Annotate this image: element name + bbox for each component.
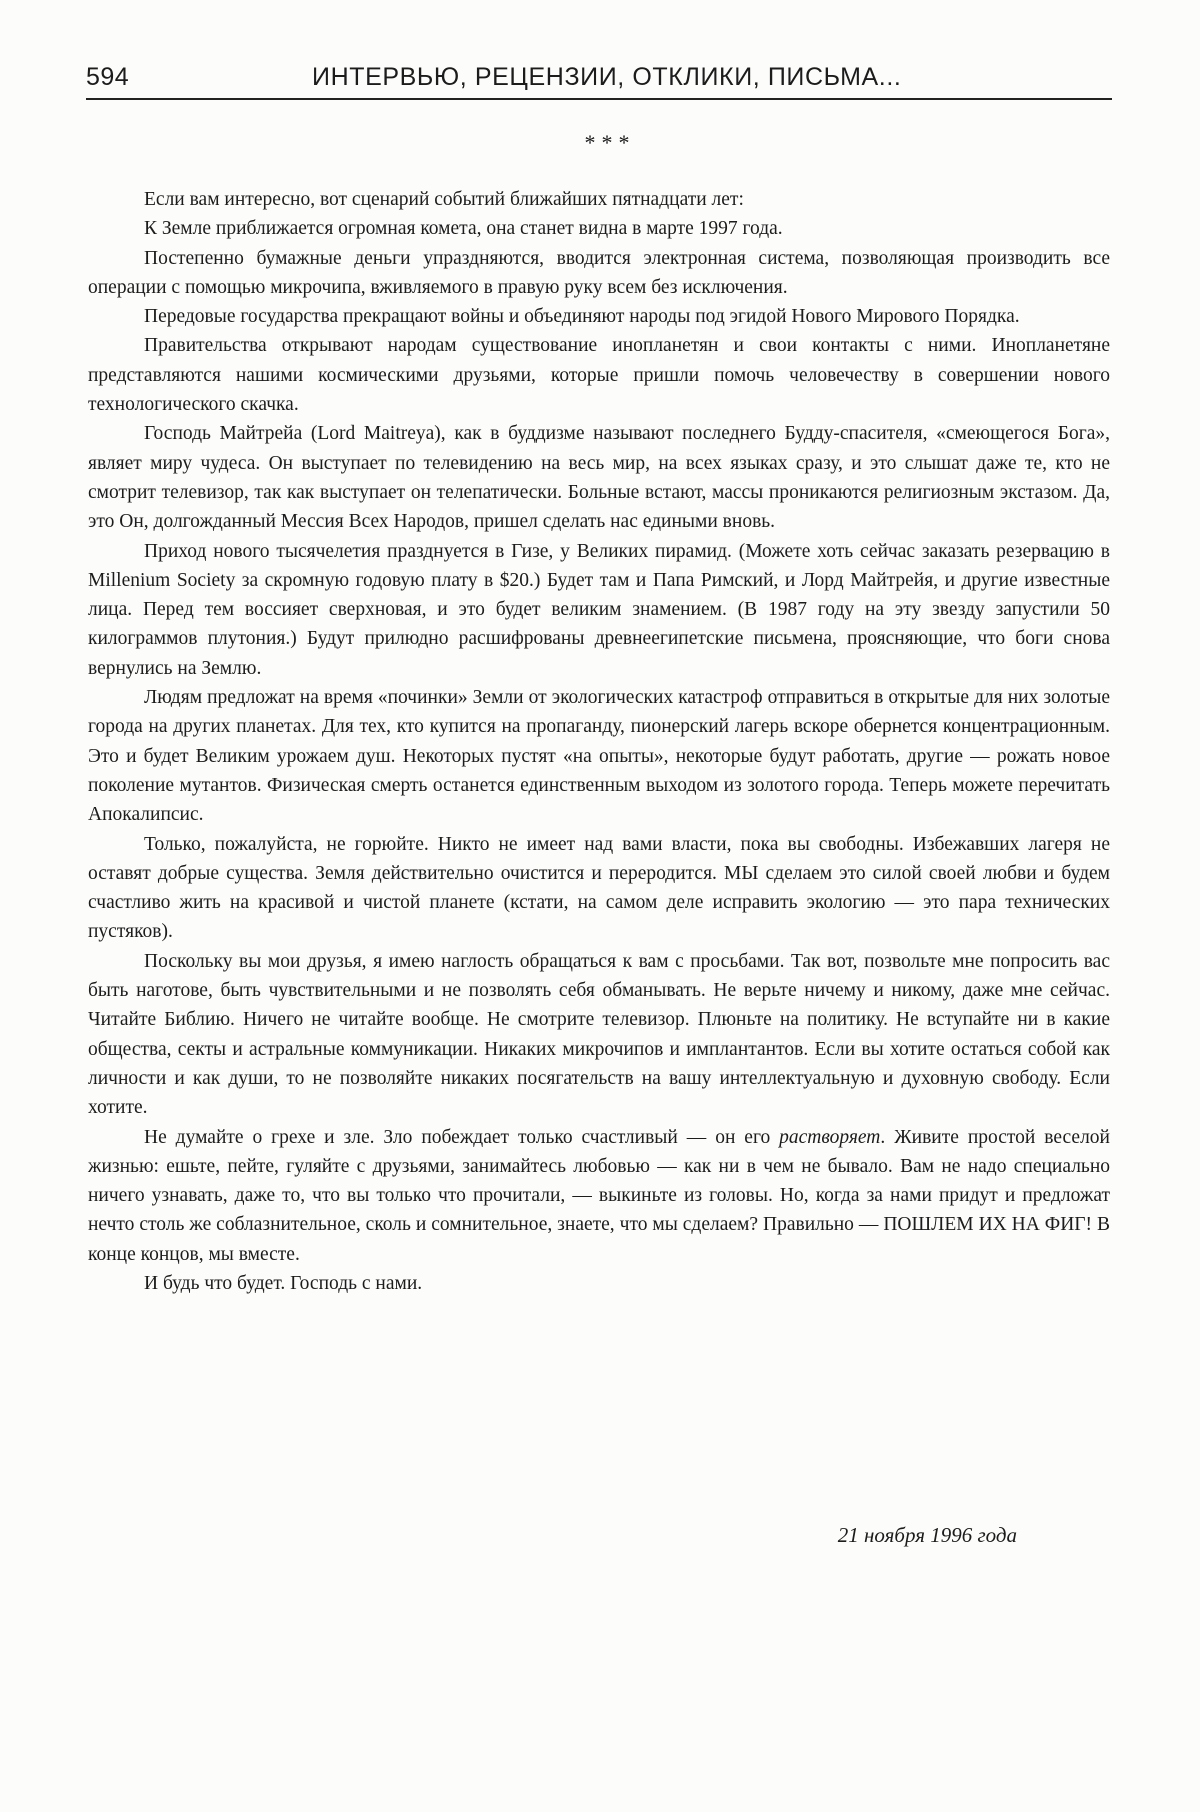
paragraph: К Земле приближается огромная комета, она станет видна в марте 1997 года. (144, 218, 783, 240)
running-header (86, 58, 1112, 100)
paragraph: Передовые государства прекращают войны и объединяют народы под эгидой Нового Мирового Порядка. (144, 306, 1020, 328)
paragraph: Людям предложат на время «починки» Земли от экологических катастроф отправиться в открытые для них золотые города на других планетах. Для тех, кто купится на пропаганду, пионерский лагерь вскоре обернется концентрационным. Это и будет Великим урожаем душ. Некоторых пустят «на опыты», некоторые будут работать, другие — рожать новое поколение мутантов. Физическая смерть останется единственным выходом из золотого города. Теперь можете перечитать Апокалипсис. (88, 687, 1110, 826)
paragraph: Если вам интересно, вот сценарий событий ближайших пятнадцати лет: (144, 189, 744, 210)
paragraph-text-end: . Живите простой веселой жизнью: ешьте, пейте, гуляйте с друзьями, занимайтесь любовью — как ни в чем не бывало. Вам не надо специально ничего узнавать, даже то, что вы только что прочитали, — выкиньте из головы. Но, когда за нами придут и предложат нечто столь же соблазнительное, сколь и сомнительное, знаете, что мы сделаем? Правильно — ПОШЛЕМ ИХ НА ФИГ! В конце концов, мы вместе. (88, 1126, 1110, 1265)
paragraph-with-emphasis (88, 1123, 1110, 1269)
paragraph: Приход нового тысячелетия празднуется в Гизе, у Великих пирамид. (Можете хоть сейчас заказать резервацию в Millenium Society за скромную годовую плату в $20.) Будет там и Папа Римский, и Лорд Майтрейя, и другие известные лица. Перед тем воссияет сверхновая, и это будет великим знамением. (В 1987 году на эту звезду запустили 50 килограммов плутония.) Будут прилюдно расшифрованы древнеегипетские письмена, проясняющие, что боги снова вернулись на Землю. (88, 540, 1110, 679)
section-title: ИНТЕРВЬЮ, РЕЦЕНЗИИ, ОТКЛИКИ, ПИСЬМА... (312, 63, 902, 91)
emphasized-word: растворяет (779, 1126, 881, 1148)
closing-line: И будь что будет. Господь с нами. (144, 1272, 423, 1294)
signature-date: 21 ноября 1996 года (837, 1523, 1017, 1547)
page-number: 594 (86, 63, 130, 91)
paragraph: Постепенно бумажные деньги упраздняются, вводится электронная система, позволяющая производить все операции с помощью микрочипа, вживляемого в правую руку всем без исключения. (88, 247, 1110, 298)
paragraph: Поскольку вы мои друзья, я имею наглость обращаться к вам с просьбами. Так вот, позвольте мне попросить вас быть наготове, быть чувствительными и не позволять себя обманывать. Не верьте ничему и никому, даже мне сейчас. Читайте Библию. Ничего не читайте вообще. Не смотрите телевизор. Плюньте на политику. Не вступайте ни в какие общества, секты и астральные коммуникации. Никаких микрочипов и имплантантов. Если вы хотите остаться собой как личности и как души, то не позволяйте никаких посягательств на вашу интеллектуальную и духовную свободу. Если хотите. (88, 950, 1110, 1119)
article-body (88, 185, 1110, 1298)
paragraph: Господь Майтрейа (Lord Maitreya), как в буддизме называют последнего Будду-спасителя, «смеющегося Бога», являет миру чудеса. Он выступает по телевидению на весь мир, на всех языках сразу, и это слышат даже те, кто не смотрит телевизор, так как выступает он телепатически. Больные встают, массы проникаются религиозным экстазом. Да, это Он, долгожданный Мессия Всех Народов, пришел сделать нас едиными вновь. (88, 423, 1110, 533)
paragraph-text-start: Не думайте о грехе и зле. Зло побеждает только счастливый — он его (144, 1126, 780, 1148)
paragraph: Только, пожалуйста, не горюйте. Никто не имеет над вами власти, пока вы свободны. Избежавших лагеря не оставят добрые существа. Земля действительно очистится и переродится. МЫ сделаем это силой своей любви и будем счастливо жить на красивой и чистой планете (кстати, на самом деле исправить экологию — это пара технических пустяков). (88, 833, 1110, 943)
paragraph: Правительства открывают народам существование инопланетян и свои контакты с ними. Инопланетяне представляются нашими космическими друзьями, которые пришли помочь человечеству в совершении нового технологического скачка. (88, 335, 1110, 416)
section-separator: *** (584, 130, 636, 155)
